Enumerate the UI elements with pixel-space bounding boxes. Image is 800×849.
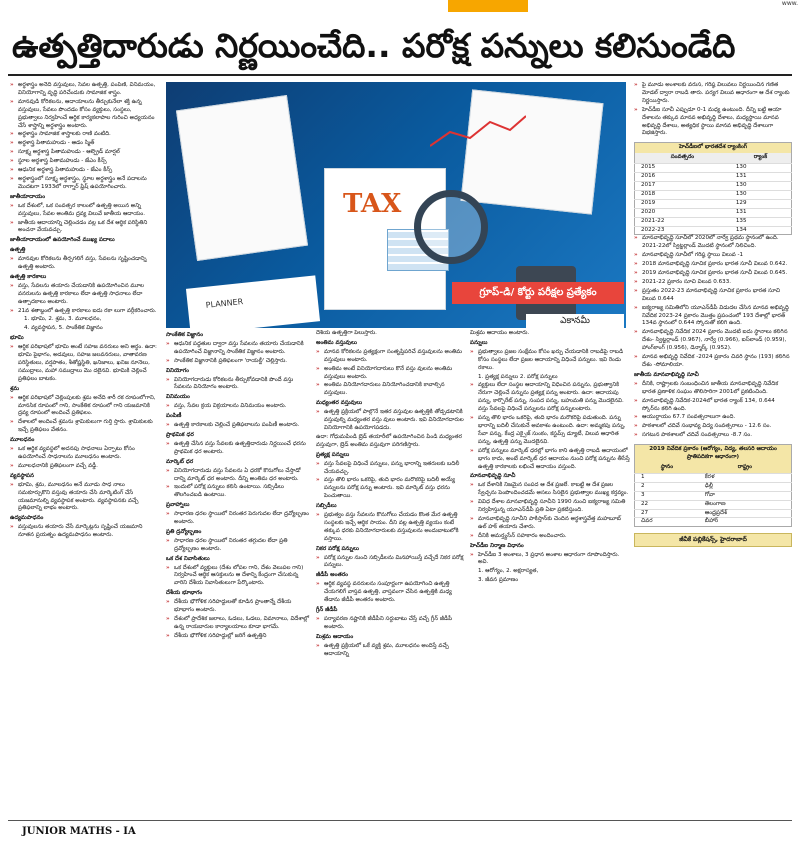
subheading: ప్రత్యక్ష పన్నులు [316,451,350,458]
bullet: » వినియోగదారుడు కోరికలను తీర్చుకోవడానికి పొందే వస్తు సేవలను వినియోగం అంటారు. [166,377,312,393]
table-cell: 134 [730,226,792,235]
bullet: » పాఠశాలలో చదివే సంభావ్య విద్య సంవత్సరాలు - 12.6 సం. [634,423,792,431]
planner-notebook [186,275,320,328]
bullet: » ప్రస్తుతం 2022-23 మానవాభివృద్ధి సూచిక ప్రకారం భారత సూచి విలువ 0.644 [634,288,792,304]
exam-badge: గ్రూప్‌-డి/ కోర్టు పరీక్షల ప్రత్యేకం [452,282,624,304]
table-cell: 131 [730,173,792,182]
bullet: » దేశంలో ప్రాదేశిక జలాలు, ఓడలు, ఓడలు, విమానాలు, విదేశాల్లో ఉన్న రాయబారుల కార్యాలయాలు కూడా భాగమే. [166,616,312,632]
subheading: ఒక దేశ నివాసితులు [166,555,210,562]
headline: ఉత్పత్తిదారుడు నిర్ణయించేది.. పరోక్ష పన్నులు కలిసుండేది [12,26,736,65]
footer-rule [8,820,792,821]
subheading: మూలధనం [10,437,35,444]
table-row [635,208,792,217]
hero-illustration [166,82,626,328]
page-footer [0,818,800,849]
subheading: మార్కెట్ ధర [166,458,194,465]
bullet: » అర్థశాస్త్రం అనేది వస్తువులు, సేవల ఉత్పత్తి, పంపిణీ, వినిమయం, వినియోగాన్ని వృద్ధి పరిచేందుకు సామాజిక శాస్త్రం. [10,82,158,98]
table-cell: 131 [730,208,792,217]
subheading: ప్రవాహ్నాలు [166,502,190,509]
bullet: » మానవాభివృద్ధి సూచీలో 2020లో నార్వే ప్రథమ స్థానంలో ఉంది. 2021-22లో స్విట్జర్లాండ్ మొదటి స్థానంలో నిలిచింది. [634,235,792,251]
paragraph: మిశ్రమ ఆదాయం అంటారు. [470,330,530,336]
state-hdi-table [634,444,792,527]
table-cell: 2022-23 [635,226,730,235]
site-url: www. [781,0,798,7]
subheading: దేశీయ భూభాగం [166,590,203,597]
column-2 [166,330,312,812]
subheading: నికర పరోక్ష పన్నులు [316,545,359,552]
bullet: » మానవాభివృద్ధి సూచీని పాకిస్తాన్‌కు చెందిన అర్థశాస్త్రవేత్త మహబూబ్ ఉల్ హక్ తయారు చేశారు. [470,516,630,532]
bullet: » ఒక దేశంలో, ఒక సంవత్సర కాలంలో ఉత్పత్తి అయిన అన్ని వస్తువులు, సేవల అంతిమ ద్రవ్య విలువే జాతీయ ఆదాయం. [10,203,158,219]
table-cell: 2019 [635,199,730,208]
headline-rule [8,74,792,76]
bullet: » అంతిమ వినియోగదారులు వినియోగించడానికి కావాల్సిన వస్తువులు. [316,382,466,398]
table-row [635,164,792,173]
subheading: వినిమయం [166,394,190,401]
paragraph: దేశీయ ఉత్పత్తిగా పిలుస్తారు. [316,330,377,336]
subheading: జాతీయ మానవాభివృద్ధి సూచీ [634,371,699,378]
bullet: » వస్తు, సేవల క్రయ విక్రయాలను వినిమయం అంటారు. [166,403,312,411]
bullet: » ఒక దేశానికి నిజమైన సంపద ఆ దేశ ప్రజలే. కాబట్టి ఆ దేశ ప్రజల స్వేచ్ఛను పెంపొందించడమే అసలు సిసలైన ప్రభుత్వాల ముఖ్య కర్తవ్యం. [470,482,630,498]
table-cell: కేరళ [699,473,792,482]
table-row [635,226,792,235]
bullet: » హెచ్‌డీఐ 3 అంశాలు, 3 ప్రధాన అంశాల ఆధారంగా రూపొందిస్తారు. అవి. [470,552,630,568]
footer-text: JUNIOR MATHS - IA [22,826,136,837]
bullet: » సాంకేతిక విజ్ఞానానికి ప్రతిఫలంగా 'రాయల్టీ' చెల్లిస్తారు. [166,358,312,366]
table-cell: ఢిల్లీ [699,482,792,491]
table-cell: 2021-22 [635,217,730,226]
subject-badge: ఎకానమీ [526,314,624,328]
planner-label: PLANNER [205,297,244,310]
bullet: » ఉత్పత్తి కారకాలకు చెల్లించే ప్రతిఫలాలను పంపిణీ అంటారు. [166,422,312,430]
subheading: పంపిణీ [166,413,182,420]
bullet: » వివిధ దేశాల మానవాభివృద్ధి సూచీని 1990 నుంచి ఐక్యరాజ్య సమితి నిర్వహిస్తున్న యూఎన్‌డీపీ ప్రతి ఏటా ప్రకటిస్తుంది. [470,499,630,515]
bullet: » వస్తువులను తయారు చేసే మార్కెట్లను సృష్టించే యజమాని నూతన ప్రయత్నం ఉద్యమపాధనం అంటారు. [10,524,158,540]
list-line: 1. భూమి, 2. శ్రమ, 3. మూలధనం, [24,316,102,323]
table-cell: 1 [635,473,699,482]
table-cell: 2018 [635,190,730,199]
subheading: పన్నులు [470,339,488,346]
bullet: » ఒక దేశంలో వ్యక్తులు (దేశం లోపల గాని, దేశం వెలుపల గాని) నిర్వహించే ఆర్థిక ఆసక్తులను ఆ దేశాన్ని కేంద్రంగా చేసుకున్న వారిని దేశీయ నివాసితులుగా పేర్కొంటారు. [166,565,312,589]
bullet: » దేశీయ భౌగోళిక సరిహద్దుల్లో జరిగే ఉత్పత్తిని [166,633,312,641]
list-line: 1. ఆరోగ్యం, 2. అక్షరాస్యత, [478,568,539,575]
bullet: » వ్యక్తులు లేదా సంస్థల ఆదాయాన్ని విధించిన పన్నును, ప్రభుత్వానికి నేరుగా చెల్లించే పన్నును ప్రత్యక్ష పన్ను అంటారు. ఉదా: ఆదాయపు పన్ను, కార్పొరేట్ పన్ను, సంపద పన్ను, బహుమతి పన్ను మొదలైనవి. వస్తు సేవలపై విధించే పన్నులను పరోక్ష పన్నులంటారు. [470,382,630,414]
subheading: సబ్సిడీలు [316,503,337,510]
subheading: మధ్యంతర వస్తువులు [316,400,363,407]
bullet: » పై మూడు అంశాలకు వరుస, గరిష్ఠ విలువలు నిర్ణయించిన గణిత మోడల్ ద్వారా రాబడి తారు. పర్యగ విలువ ఆధారంగా ఆ దేశ ర్యాంకు నిర్ణయిస్తారు. [634,82,792,106]
subheading: శ్రమ [10,385,19,392]
bullet: » సూక్ష్మ అర్థశాస్త్ర పితామహుడు - ఆల్ఫ్రెడ్ మార్షల్ [10,149,158,157]
column-1 [10,82,158,814]
paper-doc [461,89,604,214]
column-5 [634,82,792,814]
table-cell: 135 [730,217,792,226]
table-row [635,518,792,527]
table-title: 2019 నివేదిక ప్రకారం (ఆరోగ్యం, విద్య, తలసరి ఆదాయం ప్రాతిపదికగా ఆధారంగా) [635,445,792,463]
subheading: జాతీయాదాయం [10,193,46,200]
table-cell: 2015 [635,164,730,173]
table-row [635,482,792,491]
table-title: హెచ్‌డీఐలో భారతదేశ ర్యాంకింగ్ [635,143,792,153]
table-cell: చివర [635,518,699,527]
bullet-list [634,381,792,440]
subheading: హెచ్‌డీఐ నిర్మాణ విధానం [470,542,524,549]
bullet: » వినియోగదారుడు వస్తు సేవలను ఏ ధరకో కొనుగోలు చేస్తాడో దాన్ని మార్కెట్ ధర అంటారు. దీన్ని అంతిమ ధర అంటారు. [166,468,312,484]
list-line: 4. వ్యవస్థాపన, 5. సాంకేతిక విజ్ఞానం [24,325,103,332]
subheading: సాంకేతిక విజ్ఞానం [166,332,204,338]
subheading: భూమి [10,335,24,342]
bullet: » మూలధనానికి ప్రతిఫలంగా వచ్చే వడ్డీ. [10,463,158,471]
table-cell: 130 [730,190,792,199]
bullet: » ఆధునిక పద్ధతుల ద్వారా వస్తు సేవలను తయారు చేయడానికి ఉపయోగించే విజ్ఞానాన్ని సాంకేతిక విజ్ఞానం అంటారు. [166,341,312,357]
column-4 [470,330,630,812]
bullet: » పరోక్ష పన్నుల నుంచి సబ్సిడీలను మినహాయిస్తే వచ్చేదే నికర పరోక్ష పన్నులు. [316,555,466,571]
bullet: » 2018 మానవాభివృద్ధి సూచిక ప్రకారం భారత సూచీ విలువ 0.642. [634,261,792,269]
table-header: రాష్ట్రం [699,463,792,473]
table-cell: గోవా [699,491,792,500]
bullet: » ఐక్యరాజ్య సమితిలోని యూఎన్‌డీపీ విడుదల చేసిన మానవ అభివృద్ధి నివేదిక 2023-24 ప్రకారం మొత్తం ప్రపంచంలో 193 దేశాల్లో భారత్ 134వ స్థానంలో 0.644 స్కోరుతో కలిగి ఉంది. [634,305,792,329]
bullet: » ఆర్థిక పరిభాషలో చెల్లింపులకు శ్రమ అనేది శారీ రక రూపంలోగాని, మానసిక రూపంలో గాని, సాంకేతిక రూపంలో గాని యజమానికి ద్రవ్య రూపంలో అందించే ప్రతిఫలం. [10,395,158,419]
table-body [635,164,792,235]
paper-doc [176,95,308,261]
bullet: » పరోక్ష పన్నులు మార్కెట్ ధరల్లో భాగం కాని ఉత్పత్తి రాబడి ఆదాయంలో భాగం కాదు, అంటే మార్కెట్ ధర ఆదాయం నుంచి పరోక్ష పన్నును తీసేస్తే ఉత్పత్తి కారకాలకు లభించే ఆదాయం వస్తుంది. [470,448,630,472]
table-header: ర్యాంక్ [730,153,792,163]
bullet: » ఆయుర్దాయం 67.7 సంవత్సరాలుగా ఉంది. [634,414,792,422]
subheading: ఉత్పత్తి కారకాలు [10,273,47,280]
bullet: » భూమి, శ్రమ, మూలధనం అనే మూడు సాధ నాలు సమకూర్చుకొని వస్తువు తయారు చేసి మార్కెటింగ్ చేసే యజమానుల్ని వ్యవస్థాపక అంటారు. వ్యవస్థాపనకు వచ్చే ప్రతిఫలాన్ని లాభం అంటారు. [10,482,158,514]
publisher-credit: జీవీకే పబ్లికేషన్స్, హైదరాబాద్ [634,533,792,547]
bullet: » మానవాభివృద్ధి నివేదిక-2024లో భారత ర్యాంక్ 134, 0.644 స్కోర్‌ను కలిగి ఉంది. [634,398,792,414]
table-cell: 2020 [635,208,730,217]
subheading: వినియోగం [166,367,189,374]
bullet: » మానవుడి కోరికలను, ఆదాయాలను తీర్చుకునేలా శక్తి ఉన్న వస్తువులు, సేవలు పొందడం కోసం వ్యక్తులు, సంస్థలు, ప్రభుత్వాలు నిర్వహించే ఆర్థిక కార్యకలాపాల గురించి అధ్యయనం చేసే శాస్త్రాన్ని అర్థశాస్త్రం అంటారు. [10,99,158,131]
table-cell: ఆంధ్రప్రదేశ్ [699,509,792,518]
bullet: » వస్తు తొలి భారం ఒకరిపై, తుది భారం మరొకరిపై బదిలీ అయ్యే పన్నులను పరోక్ష పన్ను అంటారు. ఇవి మార్కెట్ వస్తు ధరను పెంచుతాయి. [316,477,466,501]
bullet: » అంతిమ అంటే వినియోగదారులు కొనే వస్తు వులను అంతిమ వస్తువులు అంటారు. [316,366,466,382]
bullet: » ఇందులో పరోక్ష పన్నులు కలిసి ఉంటాయి. సబ్సిడీలు తొలగించబడి ఉంటాయి. [166,484,312,500]
bullet: » అర్థశాస్త్రంలో సూక్ష్మ అర్థశాస్త్రం, స్థూల అర్థశాస్త్రం అనే పదాలను మొదటగా 1933లో రాగ్నార్ ఫ్రిష్ ఉపయోగించారు. [10,176,158,192]
bullet: » 2019 మానవాభివృద్ధి సూచిక ప్రకారం భారత సూచీ విలువ 0.645. [634,270,792,278]
bullet: » పన్ను తొలి భారం ఒకరిపై, తుది భారం మరొకరిపై పడుతుంది. పన్ను భారాన్ని బదిలీ చేసుకునే అవకాశం ఉంటుంది. ఉదా: అమ్మకపు పన్ను, సేవా పన్ను, కేంద్ర ఎక్సైజ్ సుంకం, కస్టమ్స్ డ్యూటీ, విలువ ఆధారిత పన్ను, ఉత్పత్తి పన్ను మొదలైనవి. [470,415,630,447]
subheading: వ్యవస్థాపన [10,472,34,479]
bullet: » ఉత్పత్తి ప్రక్రియలో ఒకే వ్యక్తి శ్రమ, మూలధనం అందిస్తే వచ్చే ఆదాయాన్ని [316,643,466,659]
table-cell: 2 [635,482,699,491]
bullet: » హెచ్‌డీఐ సూచీ ఎప్పుడూ 0-1 మధ్య ఉంటుంది. దీన్ని బట్టి ఆయా దేశాలను తక్కువ మానవ అభివృద్ధి దేశాలు, మధ్యస్థాయి మానవ అభివృద్ధి దేశాలు, అత్యధిక స్థాయి మానవ అభివృద్ధి దేశాలుగా విభజిస్తారు. [634,107,792,139]
table-cell: 3 [635,491,699,500]
bullet: » జాతీయ ఆదాయాన్ని చెల్లించడం వల్ల ఒక దేశ ఆర్థిక పరిస్థితిని అంచనా వేయవచ్చు. [10,220,158,236]
subheading: జీడీపీ అంతరం [316,572,348,579]
tax-label: TAX [343,189,402,219]
bullet: » మానవ అభివృద్ధి నివేదిక -2024 ప్రకారం చివరి స్థానం (193) కలిగిన దేశం -సోమాలియా. [634,354,792,370]
table-cell: 22 [635,500,699,509]
bullet: » స్థూల అర్థశాస్త్ర పితామహుడు - జేఎం కీన్స్ [10,158,158,166]
table-cell: 130 [730,164,792,173]
bullet: » దేశాలలో అందించే శ్రమను శ్రామికులుగా గుర్తి స్తారు. శ్రామికులకు ఇచ్చే ప్రతిఫలం వేతనం. [10,419,158,435]
bullet: » సగటున పాఠశాలలో చదివే సంవత్సరాలు -8.7 సం. [634,432,792,440]
list-line: 3. జీవన ప్రమాణం [478,577,519,584]
bullet: » పర్యావరణ నష్టానికి జీడీపీని సర్దుబాటు చేస్తే వచ్చే గ్రీన్ జీడీపీ అంటారు. [316,616,466,632]
table-header: స్థానం [635,463,699,473]
paragraph: ఉదా: గోధుమపిండి బ్రెడ్ తయారీలో ఉపయోగించిన పిండి మధ్యంతర వస్తువుగా, బ్రెడ్ అంతిమ వస్తువుగా పరిగణిస్తారు. [316,433,462,448]
magnifier-icon [414,190,488,264]
table-cell: 2017 [635,181,730,190]
bullet: » అర్థశాస్త్ర పితామహుడు - ఆడం స్మిత్ [10,140,158,148]
table-row [635,199,792,208]
bullet: » వస్తు, సేవలను తయారు చేయడానికి ఉపయోగించిన మూల వనరులను ఉత్పత్తి కారకాలు లేదా ఉత్పత్తి సాధనాలు లేదా ఉత్పాదకాలు అంటారు. [10,283,158,307]
column-3 [316,330,466,812]
table-row [635,500,792,509]
bullet-list [634,235,792,370]
bullet: » 21వ శతాబ్దంలో ఉత్పత్తి కారకాలు ఐదు రకా లుగా వర్గీకరించారు. [10,308,158,316]
subheading: అంతిమ వస్తువులు [316,339,357,346]
table-cell: 2016 [635,173,730,182]
bullet: » 2021-22 ప్రకారం సూచి విలువ 0.633. [634,279,792,287]
subheading: మానవాభివృద్ధి సూచీ [470,473,516,480]
bullet: » సాధారణ ధరల స్థాయిలో నిరంతర తగ్గుదల లేదా ప్రతి ద్రవ్యోల్బణం అంటారు. [166,538,312,554]
bullet: » ఉత్పత్తి ప్రక్రియలో పాల్గొనే ఇతర వస్తువుల ఉత్పత్తికి తోడ్పడటానికి వస్తువుల్ని మధ్యంతర వస్తు వులు అంటారు. ఇవి వినియోగదారుల వినియోగానికి ఉపయోగపడదు. [316,409,466,433]
table-row [635,173,792,182]
bullet: » ఆధునిక అర్థశాస్త్ర పితామహుడు - జేఎం కీన్స్ [10,167,158,175]
bullet: » మానవుల కోరికలను తీర్చగలిగే వస్తు, సేవలను సృష్టించడాన్ని ఉత్పత్తి అంటారు. [10,256,158,272]
table-body [635,473,792,526]
subheading: ఉద్యమపాధనం [10,515,44,522]
bullet: » మానవాభివృద్ధి నివేదిక 2024 ప్రకారం మొదటి ఐదు స్థానాలు కలిగిన దేశం- స్విట్జర్లాండ్ (0.967), నార్వే (0.966), ఐస్‌లాండ్ (0.959), హాంగ్‌కాంగ్ (0.956), డెన్మార్క్ (0.952). [634,329,792,353]
bullet: » మానవాభివృద్ధి సూచీలో గరిష్ఠ స్థాయి విలువ -1 [634,252,792,260]
subheading: గ్రీన్ జీడీపీ [316,607,338,613]
list-line: 1. ప్రత్యక్ష పన్నులు 2. పరోక్ష పన్నులు [478,373,558,380]
hdi-rank-table [634,142,792,235]
line-chart-icon [430,112,526,152]
bullet: » ప్రభుత్వాలు ప్రజల సంక్షేమం కోసం ఖర్చు చేయడానికి రాబడిపై రాబడి కోసం సంస్థలు లేదా ప్రజల ఆదాయాన్ని విధించే పన్నులు. ఇవి రెండు రకాలు. [470,349,630,373]
bullet: » దీనికి, రాష్ట్రాలకు సంబంధించిన జాతీయ మానవాభివృద్ధి నివేదిక భారత ప్రణాళిక సంఘం తొలిసారిగా 2001లో ప్రకటించింది. [634,381,792,397]
subheading: జాతీయాదాయంలో ఉపయోగించే ముఖ్య పదాలు [10,237,115,244]
table-header: సంవత్సరం [635,153,730,163]
bullet: » దేశీయ భౌగోళిక సరిహద్దులతో కూడిన ప్రాంతాన్నే దేశీయ భూభాగం అంటారు. [166,599,312,615]
table-row [635,509,792,518]
table-cell: 130 [730,181,792,190]
subheading: ప్రాథమిక ధర [166,431,194,438]
table-row [635,473,792,482]
subheading: మిశ్రమ ఆదాయం [316,633,354,640]
subheading: ప్రతి ద్రవ్యోల్బణం [166,528,202,535]
bullet: » ఉత్పత్తి చేసిన వస్తు సేవలకు ఉత్పత్తిదారుడు నిర్ణయించే ధరను ప్రాథమిక ధర అంటారు. [166,441,312,457]
bullet: » ఆర్థిక వ్యవస్థ వనరులను సంపూర్ణంగా ఉపయోగించి ఉత్పత్తి చేయగలిగే వాస్తవ ఉత్పత్తి, వాస్తవంగా చేసిన ఉత్పత్తికి మధ్య తేడాను జీడీపీ అంతరం అంటారు. [316,581,466,605]
top-strip [0,0,800,14]
bullet: » మానవ కోరికలను ప్రత్యక్షంగా సంతృప్తిపరిచే వస్తువులను అంతిమ వస్తువులు అంటారు. [316,349,466,365]
subheading: ఉత్పత్తి [10,247,26,254]
table-cell: 27 [635,509,699,518]
bullet: » ప్రభుత్వం వస్తు సేవలను కొనుగోలు చేయడం కొంత మేర ఉత్పత్తి సంస్థలకు ఇచ్చే ఆర్థిక సాయం. దీని వల్ల ఉత్పత్తి వ్యయం కంటే తక్కువ ధరకు వినియోగదారులకు వస్తువులను అందుబాటులోకి వస్తాయి. [316,512,466,544]
bullet: » దీనికి అమర్త్యసేన్ సహకారం అందించారు. [470,533,630,541]
table-cell: 129 [730,199,792,208]
table-row [635,491,792,500]
bullet: » ఆర్థిక పరిభాషలో భూమి అంటే సహజ వనరులు అని అర్థం. ఉదా: భూమి పైభాగం, అడవులు, సహజ జలవనరులు, వాతావరణ పరిస్థితులు, వర్షపాతం, శీతోష్ణస్థితి, ఖనిజాలు, ఖనిజ నూనెలు, సముద్రాలు, మహా సముద్రాలు మొ దలైనవి. భూమికి చెల్లించే ప్రతిఫలం బాటకం. [10,344,158,384]
table-row [635,190,792,199]
table-cell: బీహార్ [699,518,792,527]
table-cell: తెలంగాణ [699,500,792,509]
bullet: » అర్థశాస్త్రం సామాజిక శాస్త్రాలకు రాణి వంటిది. [10,131,158,139]
table-row [635,217,792,226]
masthead-tab [448,0,528,12]
bullet: » ఒక ఆర్థిక వ్యవస్థలో అదనపు సాధనాలు ఏర్పాటు కోసం ఉపయోగించే సాధనాలను మూలధనం అంటారు. [10,446,158,462]
table-row [635,181,792,190]
bullet: » వస్తు సేవలపై విధించే పన్నులు, పన్ను భారాన్ని ఇతరులకు బదిలీ చేయవచ్చు. [316,461,466,477]
bullet: » సాధారణ ధరల స్థాయిలో నిరంతర పెరుగుదల లేదా ద్రవ్యోల్బణం అంటారు. [166,511,312,527]
